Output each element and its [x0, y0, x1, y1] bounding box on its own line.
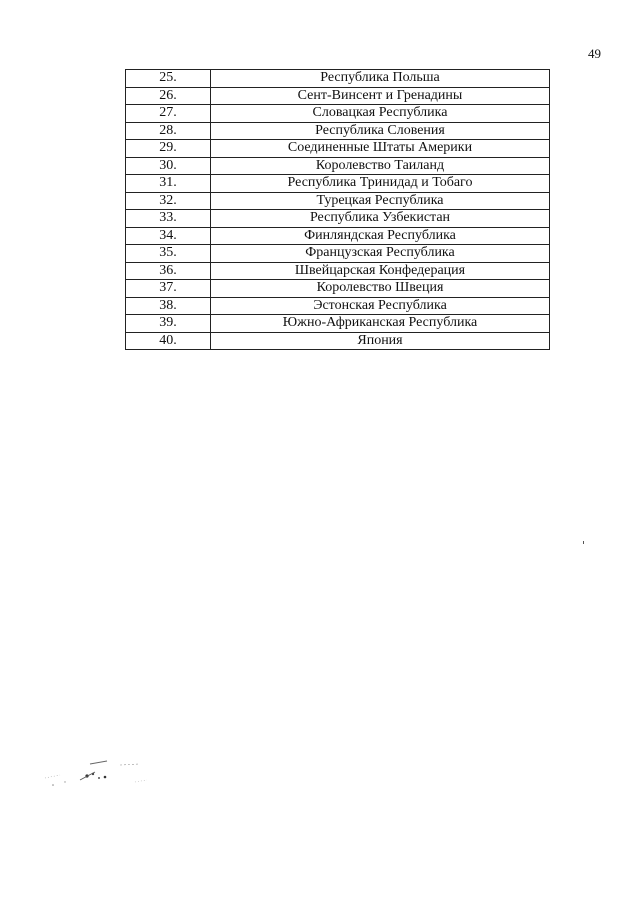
row-number: 26. — [126, 87, 211, 105]
country-name: Королевство Таиланд — [211, 157, 550, 175]
country-name: Южно-Африканская Республика — [211, 315, 550, 333]
row-number: 32. — [126, 192, 211, 210]
table-row — [126, 245, 550, 263]
table-row — [126, 262, 550, 280]
country-name: Республика Узбекистан — [211, 210, 550, 228]
row-number: 28. — [126, 122, 211, 140]
row-number: 31. — [126, 175, 211, 193]
table-row — [126, 297, 550, 315]
row-number: 35. — [126, 245, 211, 263]
table-row — [126, 315, 550, 333]
country-name: Республика Словения — [211, 122, 550, 140]
country-table — [125, 69, 550, 350]
country-name: Турецкая Республика — [211, 192, 550, 210]
row-number: 38. — [126, 297, 211, 315]
row-number: 36. — [126, 262, 211, 280]
row-number: 37. — [126, 280, 211, 298]
row-number: 25. — [126, 70, 211, 88]
scan-mark — [583, 541, 584, 544]
country-name: Соединенные Штаты Америки — [211, 140, 550, 158]
row-number: 39. — [126, 315, 211, 333]
table-row — [126, 175, 550, 193]
country-name: Япония — [211, 332, 550, 350]
table-row — [126, 227, 550, 245]
country-name: Республика Тринидад и Тобаго — [211, 175, 550, 193]
row-number: 33. — [126, 210, 211, 228]
table-row — [126, 105, 550, 123]
table-row — [126, 192, 550, 210]
table-row — [126, 87, 550, 105]
table-row — [126, 70, 550, 88]
table-row — [126, 332, 550, 350]
table-row — [126, 280, 550, 298]
table-row — [126, 140, 550, 158]
country-name: Республика Польша — [211, 70, 550, 88]
scan-artifact — [35, 758, 175, 798]
country-name: Королевство Швеция — [211, 280, 550, 298]
country-name: Сент-Винсент и Гренадины — [211, 87, 550, 105]
page-number: 49 — [588, 46, 601, 61]
table-row — [126, 210, 550, 228]
row-number: 40. — [126, 332, 211, 350]
table-row — [126, 157, 550, 175]
country-name: Финляндская Республика — [211, 227, 550, 245]
country-name: Эстонская Республика — [211, 297, 550, 315]
country-name: Словацкая Республика — [211, 105, 550, 123]
country-name: Швейцарская Конфедерация — [211, 262, 550, 280]
row-number: 27. — [126, 105, 211, 123]
row-number: 29. — [126, 140, 211, 158]
table-row — [126, 122, 550, 140]
row-number: 34. — [126, 227, 211, 245]
row-number: 30. — [126, 157, 211, 175]
country-name: Французская Республика — [211, 245, 550, 263]
